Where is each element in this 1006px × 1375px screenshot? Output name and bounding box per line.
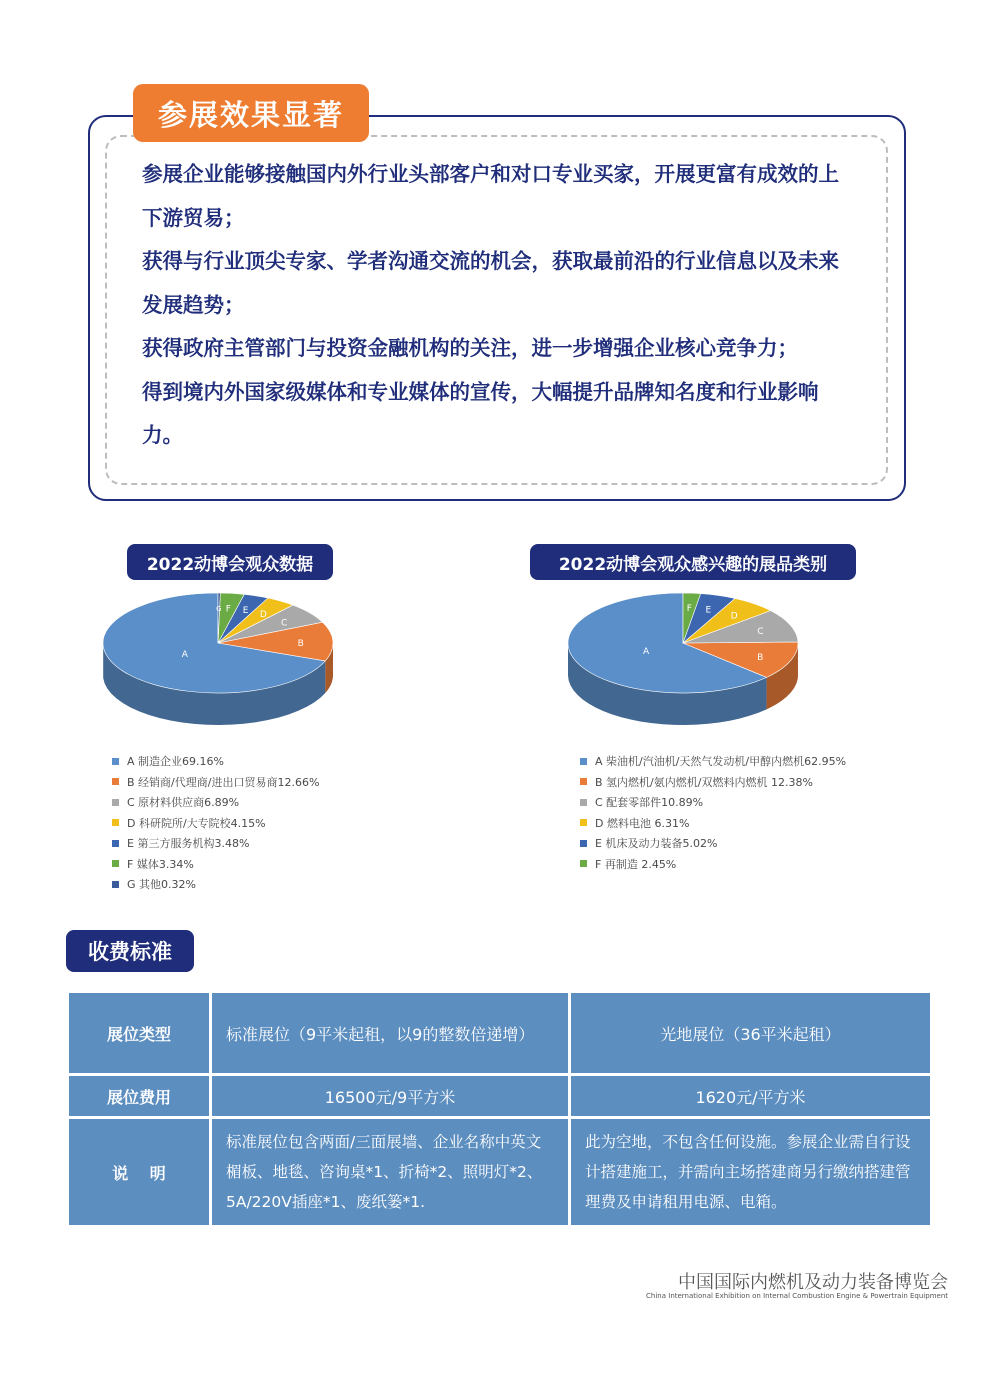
- legend-swatch: [580, 860, 587, 867]
- legend-swatch: [112, 819, 119, 826]
- legend-label: D 科研院所/大专院校4.15%: [127, 816, 266, 830]
- benefits-list: [142, 153, 854, 458]
- legend-label: G 其他0.32%: [127, 878, 196, 892]
- legend-swatch: [112, 778, 119, 785]
- legend-item-B: [580, 772, 846, 793]
- footer-org-name: 中国国际内燃机及动力装备博览会: [678, 1272, 948, 1293]
- benefit-item-4: 得到境内外国家级媒体和专业媒体的宣传，大幅提升品牌知名度和行业影响力。: [142, 379, 819, 447]
- legend-label: B 氢内燃机/氨内燃机/双燃料内燃机 12.38%: [595, 775, 813, 789]
- legend-swatch: [112, 840, 119, 847]
- chart1-title: 2022动博会观众数据: [127, 544, 333, 580]
- legend-label: E 第三方服务机构3.48%: [127, 837, 250, 851]
- legend-swatch: [580, 778, 587, 785]
- fee-row2-standard: 16500元/9平方米: [212, 1076, 568, 1116]
- pie-label-F: F: [686, 604, 692, 615]
- legend-label: E 机床及动力装备5.02%: [595, 837, 718, 851]
- footer-org-name-en: China International Exhibition on Internal Combustion Engine & Powertrain Equipment: [646, 1292, 948, 1300]
- chart1-pie: [100, 585, 350, 735]
- legend-label: A 制造企业69.16%: [127, 755, 224, 769]
- pie-label-F: F: [225, 604, 231, 615]
- legend-swatch: [580, 819, 587, 826]
- pie-label-D: D: [730, 611, 738, 622]
- legend-swatch: [112, 881, 119, 888]
- legend-item-F: [112, 854, 319, 875]
- fee-row1-raw: 光地展位（36平米起租）: [571, 993, 930, 1073]
- legend-item-D: [580, 813, 846, 834]
- legend-item-A: [580, 751, 846, 772]
- fee-row2-raw: 1620元/平方米: [571, 1076, 930, 1116]
- pie-label-A: A: [181, 649, 188, 660]
- benefits-title: 参展效果显著: [133, 84, 369, 142]
- legend-label: B 经销商/代理商/进出口贸易商12.66%: [127, 775, 320, 789]
- legend-label: C 配套零部件10.89%: [595, 796, 704, 810]
- fee-row1-label: 展位类型: [69, 993, 209, 1073]
- fee-row3-label: 说 明: [69, 1119, 209, 1225]
- chart2-pie: [565, 585, 815, 735]
- legend-swatch: [112, 799, 119, 806]
- pie-label-B: B: [297, 638, 304, 649]
- fee-table: [69, 993, 930, 1225]
- fees-title: 收费标准: [66, 930, 194, 972]
- legend-item-E: [580, 833, 846, 854]
- fee-row3-raw: 此为空地，不包含任何设施。参展企业需自行设计搭建施工，并需向主场搭建商另行缴纳搭建管理费及申请租用电源、电箱。: [571, 1119, 930, 1225]
- pie-label-G: G: [216, 605, 222, 614]
- legend-item-C: [112, 792, 319, 813]
- fee-row2-label: 展位费用: [69, 1076, 209, 1116]
- legend-swatch: [112, 758, 119, 765]
- pie-label-A: A: [642, 646, 650, 657]
- fee-row1-standard: 标准展位（9平米起租，以9的整数倍递增）: [212, 993, 568, 1073]
- benefit-item-2: 获得与行业顶尖专家、学者沟通交流的机会，获取最前沿的行业信息以及未来发展趋势；: [142, 249, 839, 317]
- legend-item-F: [580, 854, 846, 875]
- legend-item-B: [112, 772, 319, 793]
- legend-swatch: [580, 758, 587, 765]
- fee-row3-standard: 标准展位包含两面/三面展墙、企业名称中英文楣板、地毯、咨询桌*1、折椅*2、照明灯*2、5A/220V插座*1、废纸篓*1.: [212, 1119, 568, 1225]
- benefit-item-1: 参展企业能够接触国内外行业头部客户和对口专业买家，开展更富有成效的上下游贸易；: [142, 162, 839, 230]
- pie-label-C: C: [757, 627, 764, 638]
- legend-label: D 燃料电池 6.31%: [595, 816, 690, 830]
- chart2-legend: [580, 751, 846, 874]
- legend-item-A: [112, 751, 319, 772]
- legend-label: C 原材料供应商6.89%: [127, 796, 240, 810]
- pie-label-D: D: [259, 609, 267, 620]
- legend-label: F 媒体3.34%: [127, 857, 194, 871]
- legend-label: A 柴油机/汽油机/天然气发动机/甲醇内燃机62.95%: [595, 755, 847, 769]
- pie-label-B: B: [757, 652, 764, 663]
- legend-item-C: [580, 792, 846, 813]
- legend-item-D: [112, 813, 319, 834]
- benefit-item-3: 获得政府主管部门与投资金融机构的关注，进一步增强企业核心竞争力；: [142, 336, 798, 360]
- pie-label-E: E: [242, 606, 249, 617]
- pie-label-E: E: [705, 605, 712, 616]
- legend-swatch: [580, 799, 587, 806]
- legend-swatch: [580, 840, 587, 847]
- legend-item-E: [112, 833, 319, 854]
- pie-label-C: C: [281, 618, 288, 629]
- legend-swatch: [112, 860, 119, 867]
- legend-label: F 再制造 2.45%: [595, 857, 677, 871]
- chart2-title: 2022动博会观众感兴趣的展品类别: [530, 544, 856, 580]
- chart1-legend: [112, 751, 319, 895]
- legend-item-G: [112, 874, 319, 895]
